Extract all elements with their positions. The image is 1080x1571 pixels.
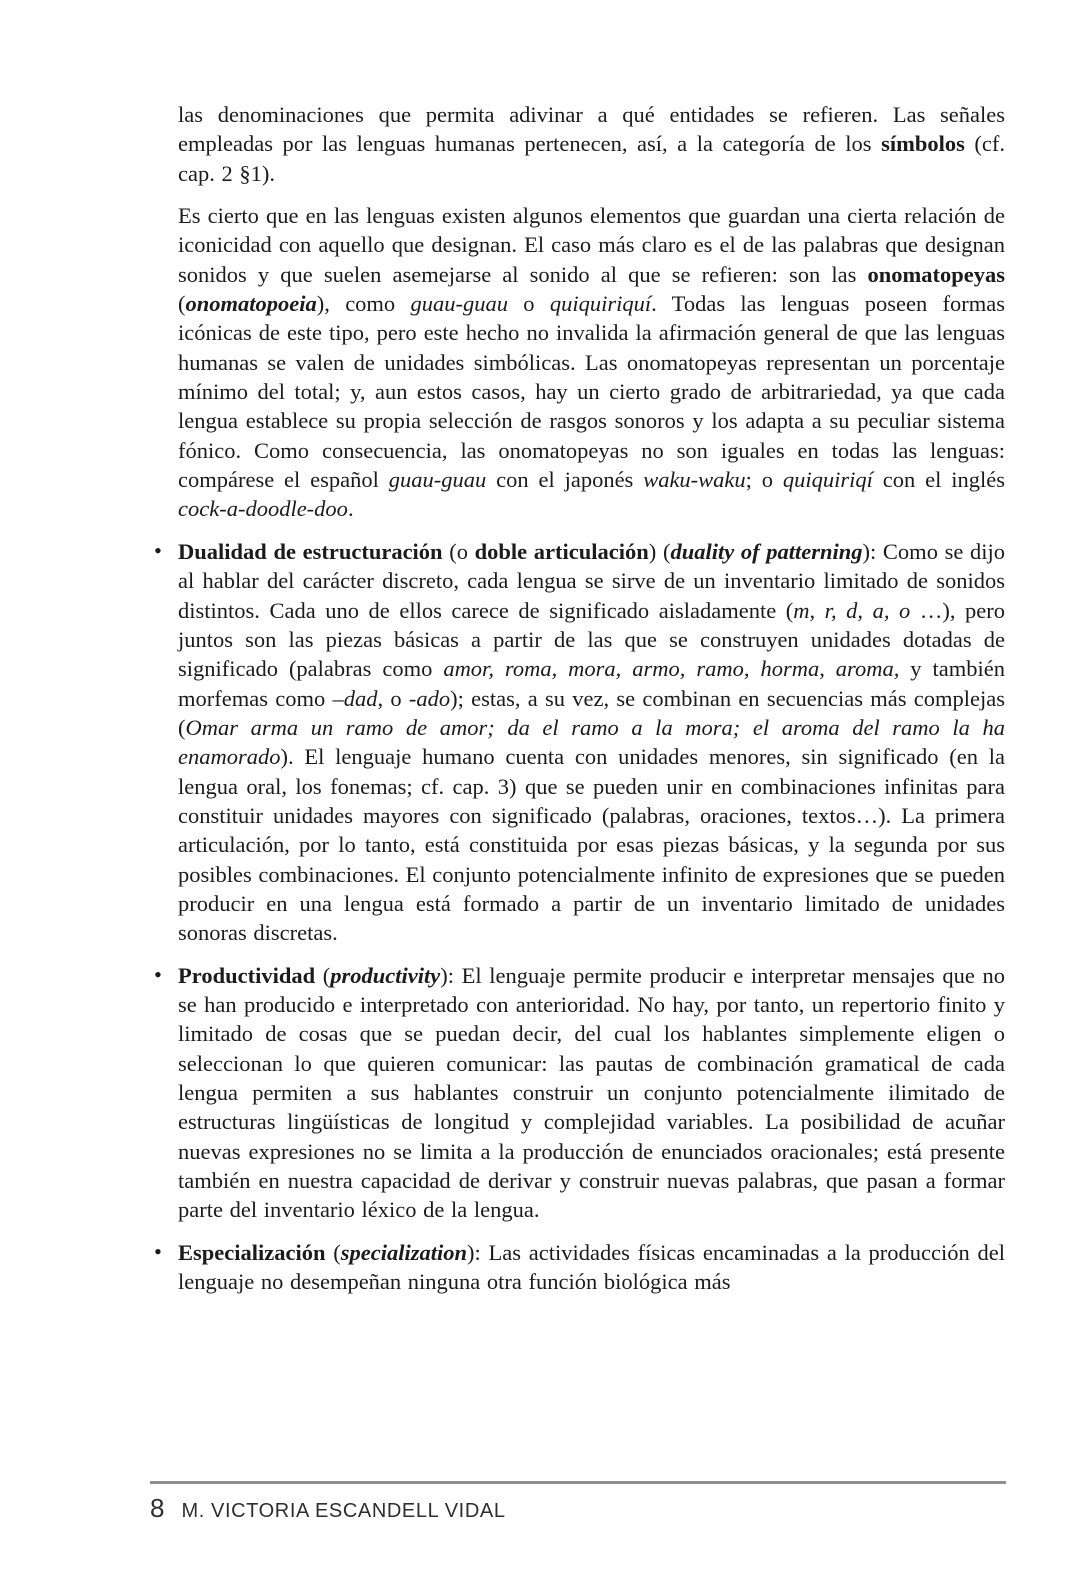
bullet-icon: • bbox=[154, 961, 162, 987]
bullet-icon: • bbox=[154, 1238, 162, 1264]
paragraph-simbolos: las denominaciones que permita adivinar a qué entidades se refieren. Las señales empleadas por las lenguas humanas pertenecen, así, a la categoría de los símbolos (cf. cap. 2 §1). bbox=[178, 102, 1005, 186]
text-block bbox=[154, 100, 1006, 1309]
author-name: M. VICTORIA ESCANDELL VIDAL bbox=[181, 1500, 506, 1522]
bullet-dualidad-text: Dualidad de estructuración (o doble articulación) (duality of patterning): Como se dijo al hablar del carácter discreto, cada lengua se sirve de un inventario limitado de sonidos distintos. Cada uno de ellos carece de significado aisladamente (m, r, d, a, o …), pero juntos son las piezas básicas a partir de las que se construyen unidades dotadas de significado (palabras como amor, roma, mora, armo, ramo, horma, aroma, y también morfemas como –dad, o -ado); estas, a su vez, se combinan en secuencias más complejas (Omar arma un ramo de amor; da el ramo a la mora; el aroma del ramo la ha enamorado). El lenguaje humano cuenta con unidades menores, sin significado (en la lengua oral, los fonemas; cf. cap. 3) que se pueden unir en combinaciones infinitas para constituir unidades mayores con significado (palabras, oraciones, textos…). La primera articulación, por lo tanto, está constituida por esas piezas básicas, y la segunda por sus posibles combinaciones. El conjunto potencialmente infinito de expresiones que se pueden producir en una lengua está formado a partir de un inventario limitado de unidades sonoras discretas. bbox=[178, 538, 1005, 946]
footer-line bbox=[150, 1493, 1006, 1524]
bullet-list bbox=[154, 537, 1005, 1297]
page-footer bbox=[150, 1481, 1006, 1524]
bullet-especializacion bbox=[154, 1238, 1005, 1297]
page-number: 8 bbox=[150, 1493, 165, 1523]
paragraph-onomatopeyas: Es cierto que en las lenguas existen algunos elementos que guardan una cierta relación de iconicidad con aquello que designan. El caso más claro es el de las palabras que designan sonidos y que suelen asemejarse al sonido al que se refieren: son las onomatopeyas (onomatopoeia), como guau-guau o quiquiriquí. Todas las lenguas poseen formas icónicas de este tipo, pero este hecho no invalida la afirmación general de que las lenguas humanas se valen de unidades simbólicas. Las onomatopeyas representan un porcentaje mínimo del total; y, aun estos casos, hay un cierto grado de arbitrariedad, ya que cada lengua establece su propia selección de rasgos sonoros y los adapta a su peculiar sistema fónico. Como consecuencia, las onomatopeyas no son iguales en todas las lenguas: compárese el español guau-guau con el japonés waku-waku; o quiquiriqí con el inglés cock-a-doodle-doo. bbox=[178, 203, 1006, 522]
bullet-productividad-text: Productividad (productivity): El lenguaje permite producir e interpretar mensajes que no se han producido e interpretado con anterioridad. No hay, por tanto, un repertorio finito y limitado de cosas que se puedan decir, del cual los hablantes simplemente eligen o seleccionan lo que quieren comunicar: las pautas de combinación gramatical de cada lengua permiten a sus hablantes construir un conjunto potencialmente ilimitado de estructuras lingüísticas de longitud y complejidad variables. La posibilidad de acuñar nuevas expresiones no se limita a la producción de enunciados oracionales; está presente también en nuestra capacidad de derivar y construir nuevas palabras, que pasan a formar parte del inventario léxico de la lengua. bbox=[178, 962, 1005, 1223]
bullet-icon: • bbox=[154, 537, 162, 563]
footer-rule bbox=[150, 1481, 1006, 1484]
bullet-productividad bbox=[154, 961, 1005, 1225]
bullet-dualidad bbox=[154, 537, 1005, 948]
bullet-especializacion-text: Especialización (specialization): Las actividades físicas encaminadas a la producción del lenguaje no desempeñan ninguna otra función biológica más bbox=[178, 1239, 1005, 1295]
